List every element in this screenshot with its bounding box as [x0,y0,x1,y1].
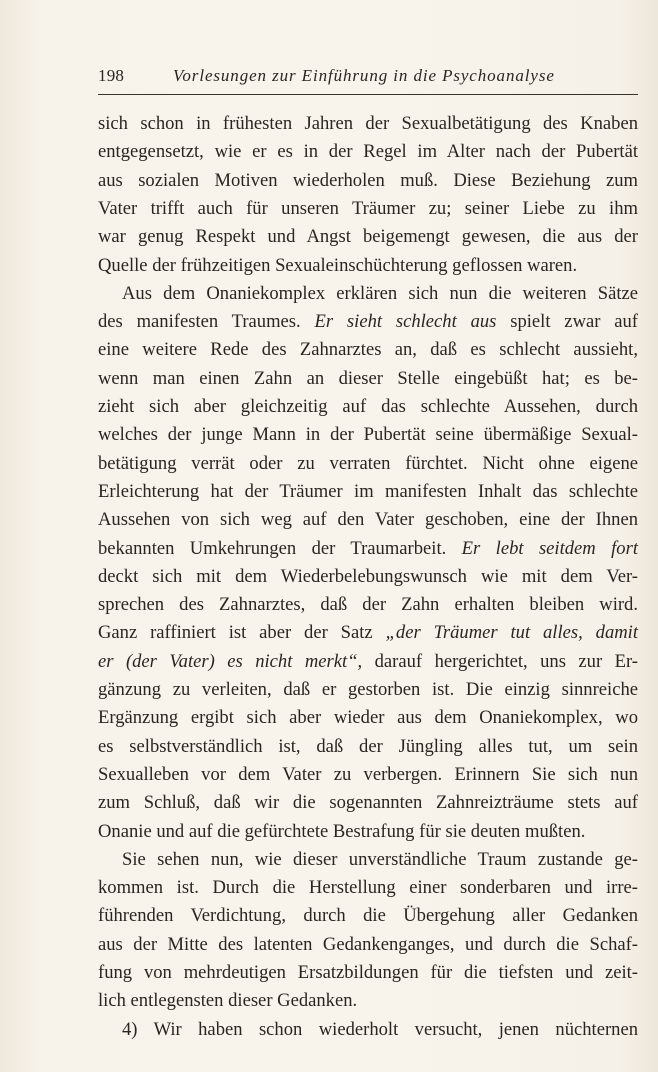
text-line: führenden Verdichtung, durch die Übergehung aller Gedanken [98,905,638,927]
text-span: des manifesten Traumes. [98,311,301,333]
text-span: spielt zwar auf [510,311,638,333]
text-line: war genug Respekt und Angst beigemengt gewesen, die aus der [98,226,638,248]
text-line: Ergänzung ergibt sich aber wieder aus dem Onaniekomplex, wo [98,707,638,729]
text-line: aus sozialen Motiven wiederholen muß. Diese Beziehung zum [98,169,638,191]
text-line: kommen ist. Durch die Herstellung einer sonderbaren und irre- [98,877,638,899]
text-line: Vater trifft auch für unseren Träumer zu; seiner Liebe zu ihm [98,197,638,219]
text-line: aus der Mitte des latenten Gedankenganges, und durch die Schaf- [98,933,638,955]
text-line: zum Schluß, daß wir die sogenannten Zahnreizträume stets auf [98,792,638,814]
text-line: Erleichterung hat der Träumer im manifesten Inhalt das schlechte [98,480,638,502]
text-line: wenn man einen Zahn an dieser Stelle eingebüßt hat; es be- [98,367,638,389]
text-line: Quelle der frühzeitigen Sexualeinschüchterung geflossen waren. [98,254,578,276]
header-rule [98,94,638,95]
text-span: , darauf hergerichtet, uns zur Er- [357,650,638,672]
text-line [98,648,638,676]
text-line: welches der junge Mann in der Pubertät seine übermäßige Sexual- [98,424,638,446]
page-header [98,66,638,90]
text-line: sich schon in frühesten Jahren der Sexualbetätigung des Knaben [98,113,638,134]
italic-span: „der Träumer tut alles, damit [385,622,639,644]
text-line: Onanie und auf die gefürchtete Bestrafung für sie deuten mußten. [98,820,586,842]
text-line: fung von mehrdeutigen Ersatzbildungen für die tiefsten und zeit- [98,962,638,983]
text-line: Sie sehen nun, wie dieser unverständliche Traum zustande ge- [122,848,638,870]
text-line: entgegensetzt, wie er es in der Regel im Alter nach der Pubertät [98,141,638,163]
text-span: bekannten Umkehrungen der Traumarbeit. [98,537,447,559]
text-line: deckt sich mit dem Wiederbelebungswunsch wie mit dem Ver- [98,565,638,587]
running-title: Vorlesungen zur Einführung in die Psychoanalyse [173,66,555,85]
text-span: Ganz raffiniert ist aber der Satz [98,622,373,644]
text-line: zieht sich aber gleichzeitig auf das schlechte Aussehen, durch [98,396,638,417]
text-line: lich entlegensten dieser Gedanken. [98,990,358,1012]
text-line: 4) Wir haben schon wiederholt versucht, jenen nüchternen [122,1018,638,1040]
text-line [98,619,638,647]
text-line: eine weitere Rede des Zahnarztes an, daß es schlecht aussieht, [98,339,638,361]
text-line: Aus dem Onaniekomplex erklären sich nun die weiteren Sätze [122,282,638,304]
text-line: es selbstverständlich ist, daß der Jüngling alles tut, um sein [98,735,638,757]
italic-span: Er sieht schlecht aus [314,311,497,333]
page-number: 198 [98,66,125,85]
text-line: betätigung verrät oder zu verraten fürchtet. Nicht ohne eigene [98,452,638,474]
italic-span: Er lebt seitdem fort [461,537,638,559]
text-line: Aussehen von sich weg auf den Vater geschoben, eine der Ihnen [98,509,638,531]
text-line [98,535,638,563]
text-line: sprechen des Zahnarztes, daß der Zahn erhalten bleiben wird. [98,594,638,616]
italic-span: er (der Vater) es nicht merkt“ [98,650,358,672]
text-line: Sexualleben vor dem Vater zu verbergen. Erinnern Sie sich nun [98,763,638,785]
text-line: gänzung zu verleiten, daß er gestorben ist. Die einzig sinnreiche [98,679,638,700]
text-line [98,308,638,336]
